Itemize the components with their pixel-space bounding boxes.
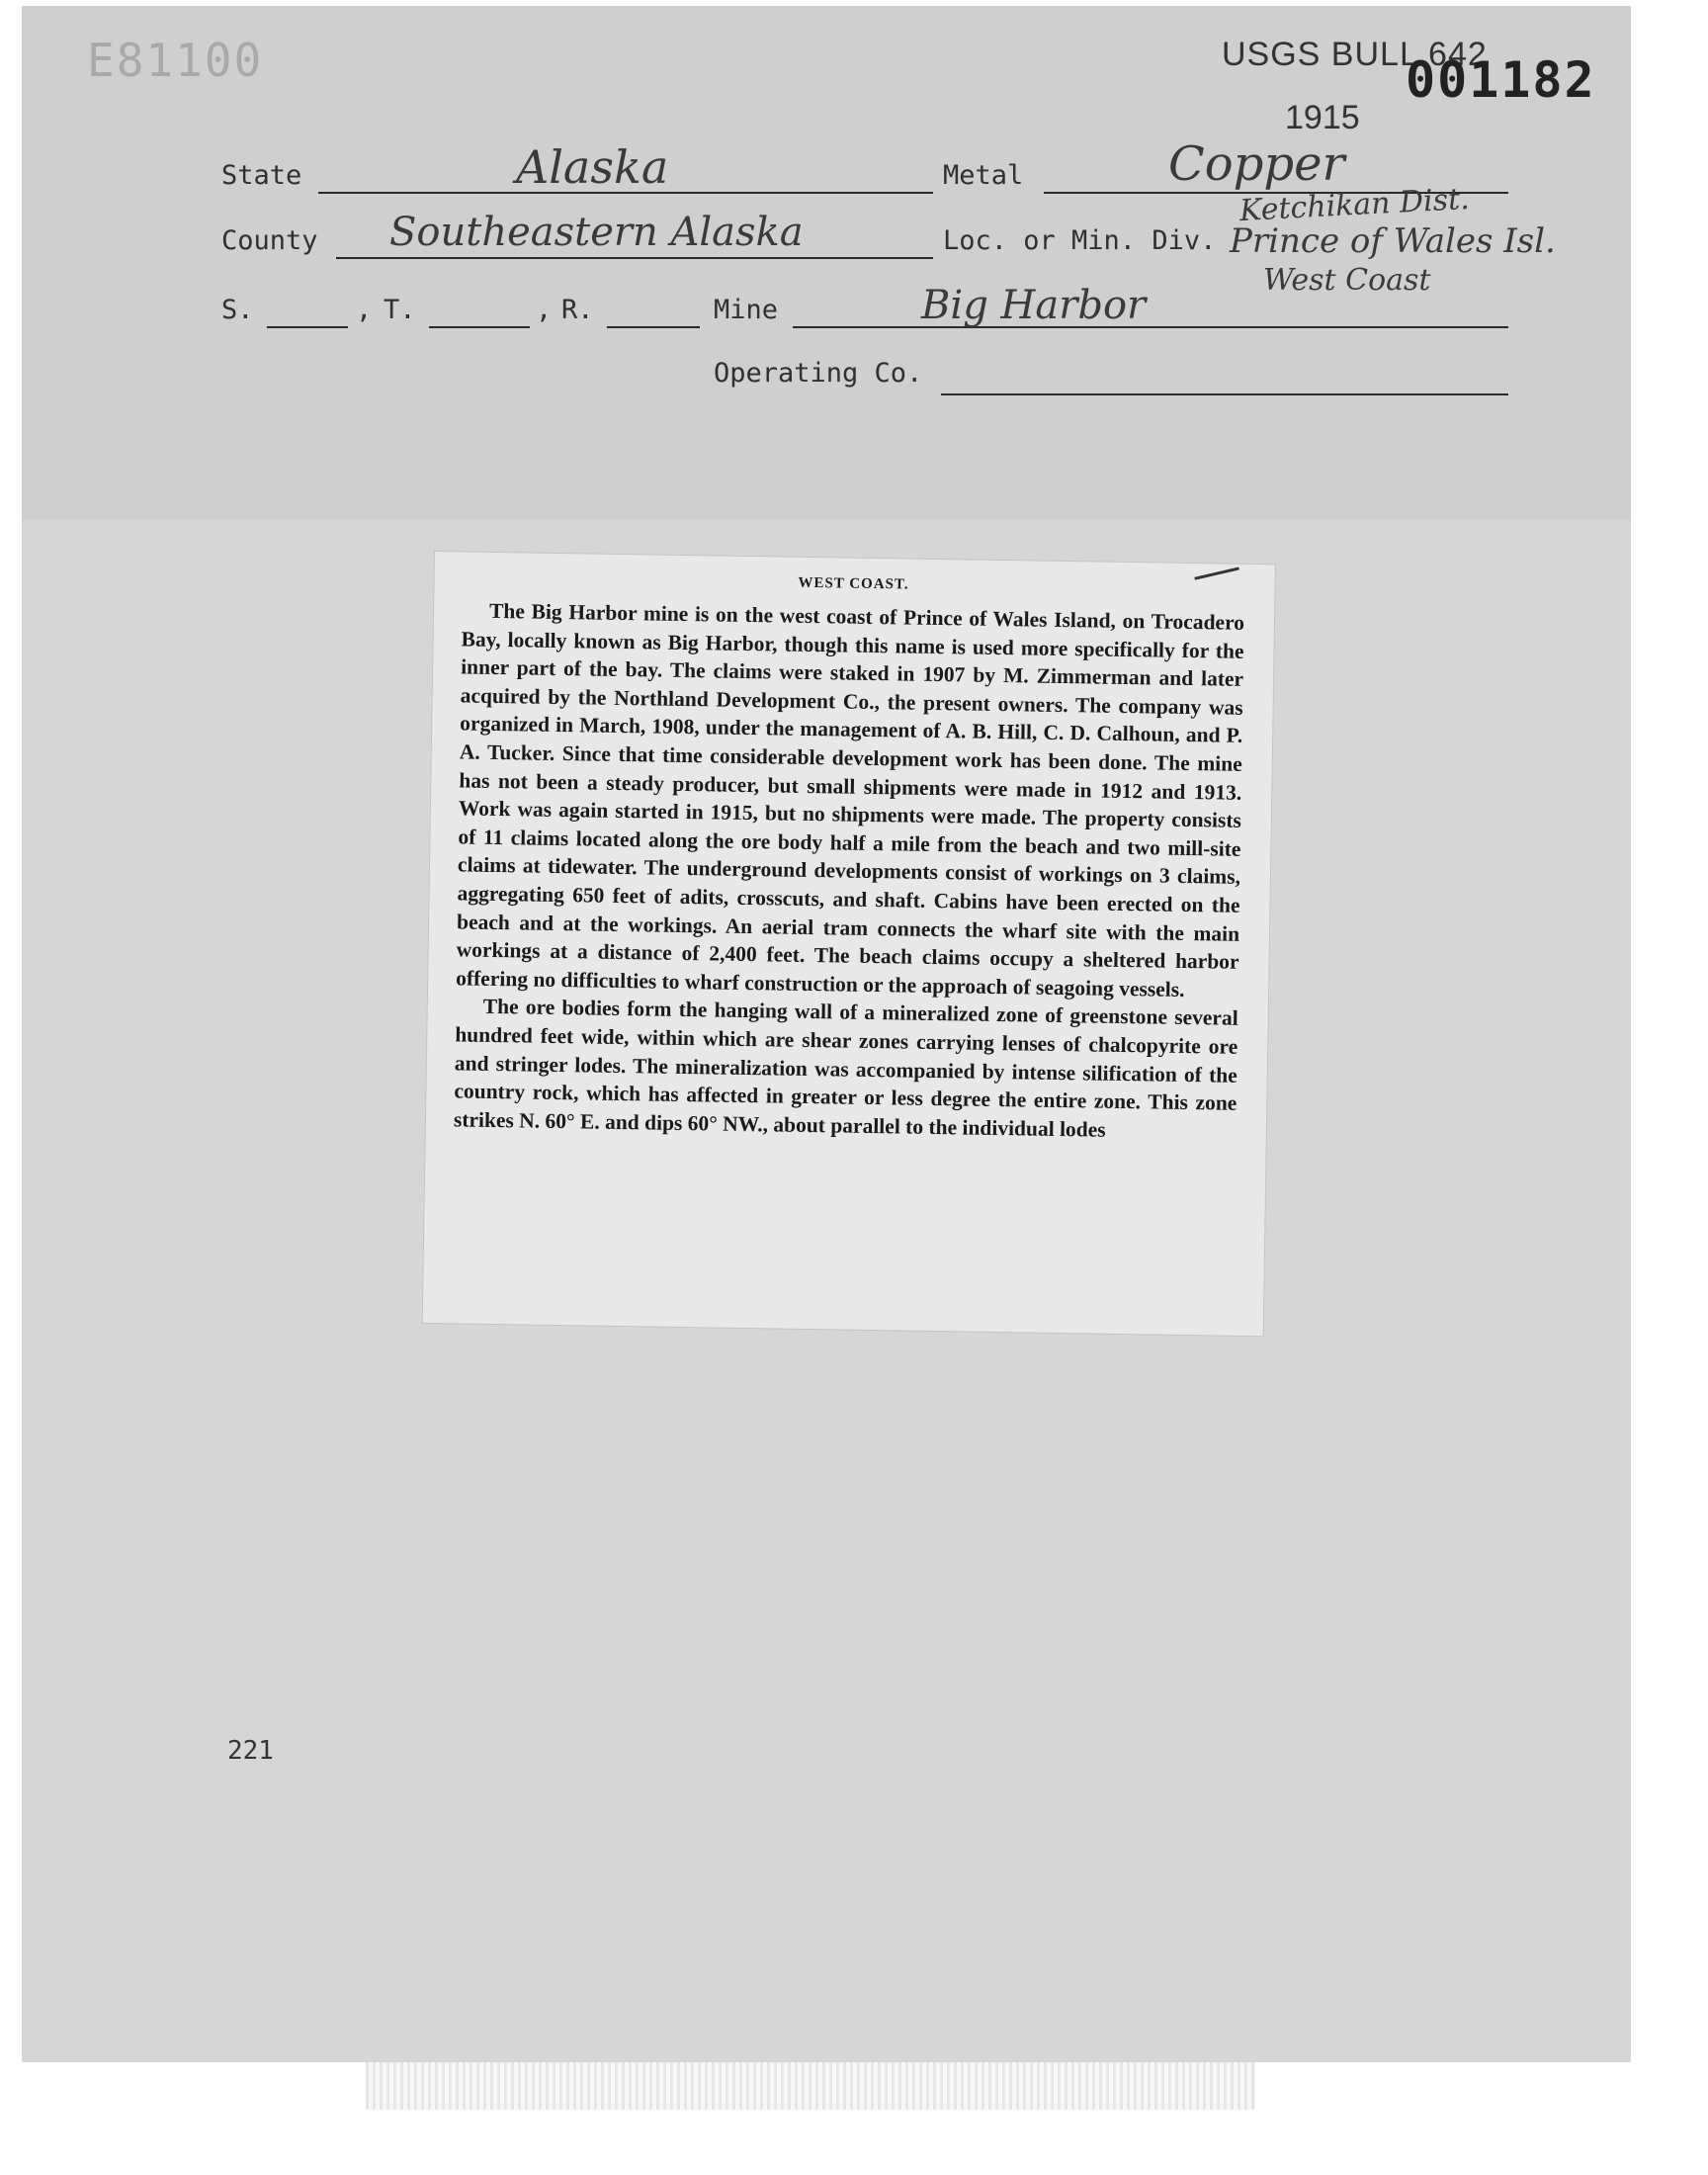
reference-number: USGS BULL 642 [1222,36,1488,73]
metal-value: Copper [1168,136,1345,192]
range-line [607,326,700,328]
clipping-paragraph-1: The Big Harbor mine is on the west coast of Prince of Wales Island, on Trocadero Bay, locally known as Big Harbor, though this name is used more specifically for the inner part of the bay. The claims were staked in 1907 by M. Zimmerman and later acquired by the Northland Development Co., the present owners. The company was organized in March, 1908, under the management of A. B. Hill, C. D. Calhoun, and P. A. Tucker. Since that time considerable development work has been done. The mine has not been a steady producer, but small shipments were made in 1912 and 1913. Work was again started in 1915, but no shipments were made. The property consists of 11 claims located along the ore body half a mile from the beach and two mill-site claims at tidewater. The underground developments consist of workings on 3 claims, aggregating 650 feet of adits, crosscuts, and shaft. Cabins have been erected on the beach and at the workings. An aerial tram connects the wharf site with the main workings at a distance of 2,400 feet. The beach claims occupy a sheltered harbor offering no difficulties to wharf construction or the approach of seagoing vessels. [456,598,1245,1001]
township-label: T. [384,295,416,325]
township-line [429,326,530,328]
county-line [336,257,933,259]
mine-label: Mine [714,295,779,325]
locdiv-coast: West Coast [1263,263,1431,298]
state-value: Alaska [516,140,669,194]
operating-co-line [941,393,1508,395]
scan-edge-artifact [366,2062,1255,2110]
range-label: R. [561,295,594,325]
section-line [267,326,348,328]
faded-stamp: E81100 [87,34,264,87]
metal-label: Metal [943,160,1024,191]
bulletin-clipping [423,552,1275,1336]
county-value: Southeastern Alaska [389,210,804,255]
locdiv-district: Ketchikan Dist. [1238,181,1471,229]
page-number: 221 [227,1736,274,1766]
locdiv-label: Loc. or Min. Div. [943,225,1217,256]
state-label: State [221,160,302,191]
mine-value: Big Harbor [921,283,1147,328]
section-label: S. [221,295,254,325]
clipping-heading: WEST COAST. [798,574,909,593]
index-card: E81100 USGS BULL 642 001182 1915 State Alaska Metal Copper County Southeastern Alaska Loc. or Min. Div. Ketchikan Dist. Prince of Wales Isl. West Coast S. , T. , R. Mine Big Harbor Operating Co. WEST COAST. The Big Harbor mine is on the west coast of Prince of Wales Island, on Trocadero Bay, locally known as Big Harbor, though this name is used more specifically for the inner part of the bay. The claims were staked in 1907 by M. Zimmerman and later acquired by the Northland Development Co., the present owners. The company was organized in March, 1908, under the management of A. B. Hill, C. D. Calhoun, and P. A. Tucker. Since that time considerable development work has been done. The mine has not been a steady producer, but small shipments were made in 1912 and 1913. Work was again started in 1915, but no shipments were made. The property consists of 11 claims located along the ore body half a mile from the beach and two mill-site claims at tidewater. The underground developments consist of workings on 3 claims, aggregating 650 feet of adits, crosscuts, and shaft. Cabins have been erected on the beach and at the workings. An aerial tram connects the wharf site with the main workings at a distance of 2,400 feet. The beach claims occupy a sheltered harbor offering no difficulties to wharf construction or the approach of seagoing vessels. The ore bodies form the hanging wall of a mineralized zone of greenstone several hundred feet wide, within which are shear zones carrying lenses of chalcopyrite ore and stringer lodes. The mineralization was accompanied by intense silification of the country rock, which has affected in greater or less degree the entire zone. This zone strikes N. 60° E. and dips 60° NW., about parallel to the individual lodes 221 [22,6,1631,2062]
mine-line [793,326,1508,328]
year-label: 1915 [1285,99,1360,136]
county-label: County [221,225,318,256]
operating-co-label: Operating Co. [714,358,923,389]
document-id: 001182 [1406,51,1596,109]
clipping-paragraph-2: The ore bodies form the hanging wall of a mineralized zone of greenstone several hundred feet wide, within which are shear zones carrying lenses of chalcopyrite ore and stringer lodes. The mineralization was accompanied by intense silification of the country rock, which has affected in greater or less degree the entire zone. This zone strikes N. 60° E. and dips 60° NW., about parallel to the individual lodes [453,995,1238,1142]
locdiv-island: Prince of Wales Isl. [1230,221,1556,261]
